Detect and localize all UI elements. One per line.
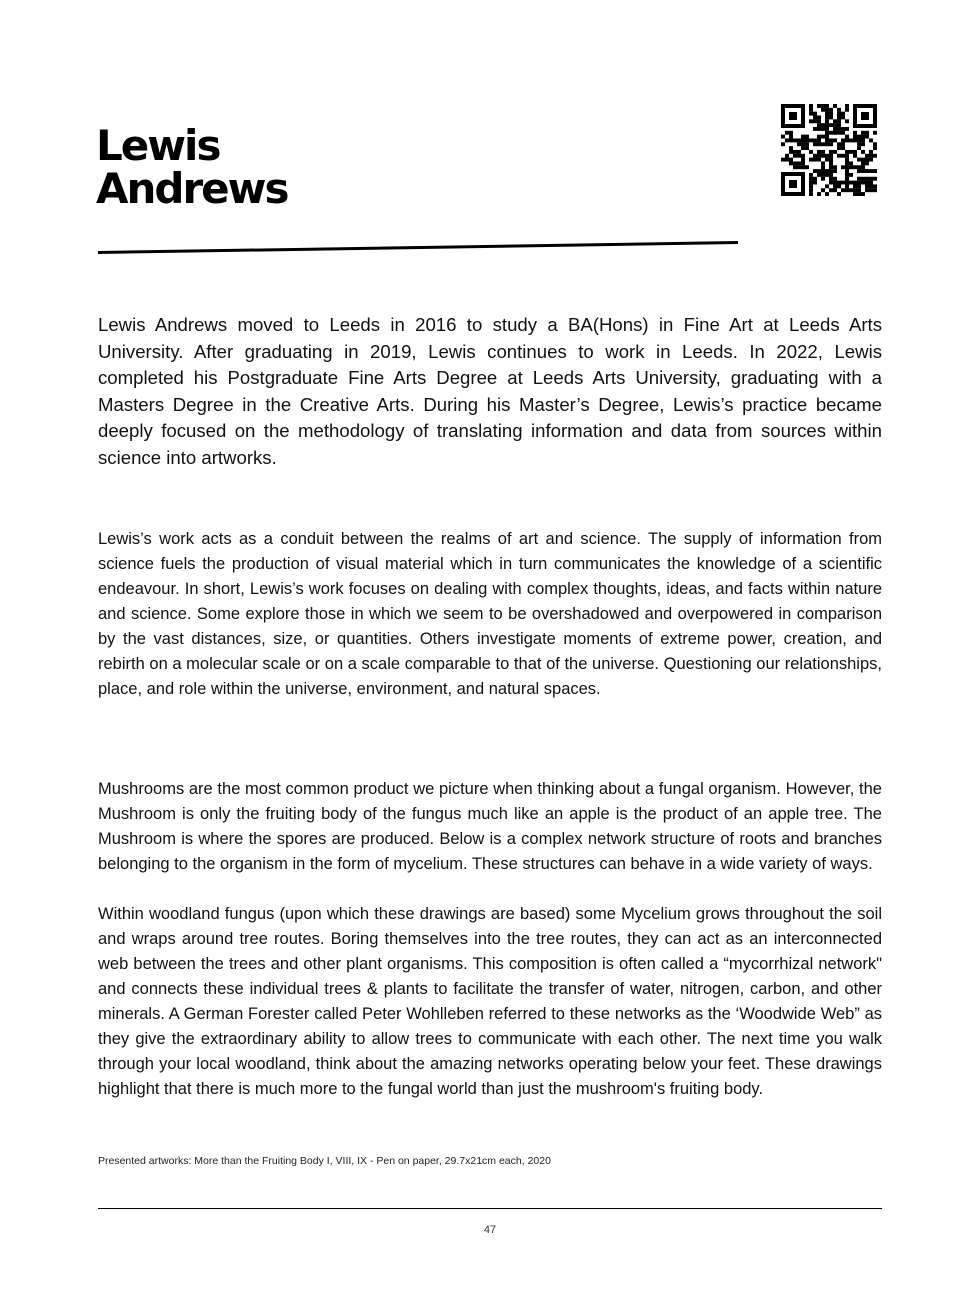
mushroom-paragraph: Mushrooms are the most common product we picture when thinking about a fungal organism. However, the Mushroom is only the fruiting body of the fungus much like an apple is the product of an apple tree. The Mushroom is where the spores are produced. Below is a complex network structure of roots and branches belonging to the organism in the form of mycelium. These structures can behave in a wide variety of ways. xyxy=(98,780,882,873)
page-title xyxy=(96,121,288,214)
title-first-name: Lewis xyxy=(96,121,220,171)
intro-paragraph: Lewis Andrews moved to Leeds in 2016 to study a BA(Hons) in Fine Art at Leeds Arts University. After graduating in 2019, Lewis continues to work in Leeds. In 2022, Lewis completed his Postgraduate Fine Arts Degree at Leeds Arts University, graduating with a Masters Degree in the Creative Arts. During his Master’s Degree, Lewis’s practice became deeply focused on the methodology of translating information and data from sources within science into artworks. xyxy=(98,314,882,468)
qr-code-icon[interactable] xyxy=(780,103,878,197)
footer-divider xyxy=(98,1208,882,1209)
art-science-paragraph: Lewis’s work acts as a conduit between the realms of art and science. The supply of information from science fuels the production of visual material which in turn communicates the knowledge of a scientific endeavour. In short, Lewis’s work focuses on dealing with complex thoughts, ideas, and facts within nature and science. Some explore those in which we seem to be overshadowed and overpowered in comparison by the vast distances, size, or quantities. Others investigate moments of extreme power, creation, and rebirth on a molecular scale or on a scale comparable to that of the universe. Questioning our relationships, place, and role within the universe, environment, and natural spaces. xyxy=(98,530,882,698)
artwork-caption: Presented artworks: More than the Fruiting Body I, VIII, IX - Pen on paper, 29.7x21cm each, 2020 xyxy=(98,1155,551,1167)
title-underline xyxy=(98,237,738,257)
title-last-name: Andrews xyxy=(96,164,288,214)
woodland-paragraph: Within woodland fungus (upon which these drawings are based) some Mycelium grows throughout the soil and wraps around tree routes. Boring themselves into the tree routes, they can act as an interconnected web between the trees and other plant organisms. This composition is often called a “mycorrhizal network" and connects these individual trees & plants to facilitate the transfer of water, nitrogen, carbon, and other minerals. A German Forester called Peter Wohlleben referred to these networks as the ‘Woodwide Web” as they give the extraordinary ability to allow trees to communicate with each other. The next time you walk through your local woodland, think about the amazing networks operating below your feet. These drawings highlight that there is much more to the fungal world than just the mushroom's fruiting body. xyxy=(98,905,882,1098)
page-number: 47 xyxy=(483,1224,497,1236)
